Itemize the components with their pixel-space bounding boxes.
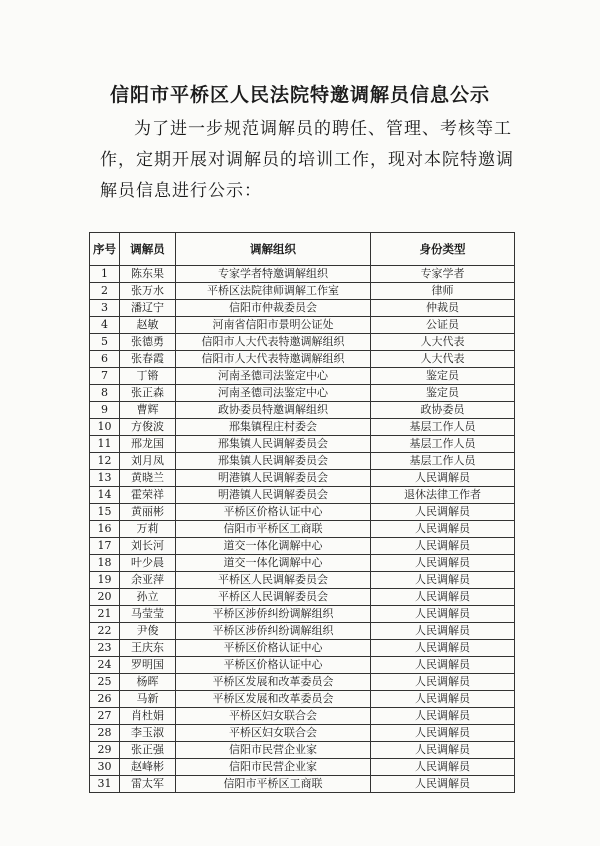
row-seq: 31 [90, 776, 120, 793]
table-row [90, 674, 515, 691]
row-organization: 平桥区人民调解委员会 [176, 572, 371, 589]
table-row [90, 436, 515, 453]
table-row [90, 691, 515, 708]
row-identity-type: 律师 [371, 283, 515, 300]
row-organization: 明港镇人民调解委员会 [176, 487, 371, 504]
row-identity-type: 退休法律工作者 [371, 487, 515, 504]
row-seq: 1 [90, 266, 120, 283]
row-organization: 平桥区妇女联合会 [176, 725, 371, 742]
table-row [90, 453, 515, 470]
row-identity-type: 人民调解员 [371, 657, 515, 674]
row-mediator: 马新 [120, 691, 176, 708]
row-seq: 10 [90, 419, 120, 436]
row-organization: 平桥区价格认证中心 [176, 504, 371, 521]
page-title: 信阳市平桥区人民法院特邀调解员信息公示 [109, 84, 490, 106]
row-seq: 28 [90, 725, 120, 742]
row-organization: 平桥区涉侨纠纷调解组织 [176, 606, 371, 623]
row-organization: 平桥区人民调解委员会 [176, 589, 371, 606]
row-seq: 27 [90, 708, 120, 725]
row-identity-type: 公证员 [371, 317, 515, 334]
row-mediator: 刘月凤 [120, 453, 176, 470]
row-seq: 12 [90, 453, 120, 470]
row-identity-type: 基层工作人员 [371, 419, 515, 436]
table-row [90, 657, 515, 674]
row-identity-type: 人民调解员 [371, 691, 515, 708]
row-mediator: 罗明国 [120, 657, 176, 674]
row-mediator: 张春霞 [120, 351, 176, 368]
row-seq: 17 [90, 538, 120, 555]
row-identity-type: 人民调解员 [371, 759, 515, 776]
row-seq: 16 [90, 521, 120, 538]
row-organization: 河南圣德司法鉴定中心 [176, 385, 371, 402]
table-row [90, 402, 515, 419]
row-organization: 邢集镇人民调解委员会 [176, 436, 371, 453]
row-identity-type: 人民调解员 [371, 504, 515, 521]
row-seq: 13 [90, 470, 120, 487]
row-identity-type: 人民调解员 [371, 776, 515, 793]
row-seq: 21 [90, 606, 120, 623]
header-seq: 序号 [90, 233, 120, 266]
table-row [90, 572, 515, 589]
header-organization: 调解组织 [176, 233, 371, 266]
table-row [90, 538, 515, 555]
row-seq: 24 [90, 657, 120, 674]
row-identity-type: 人民调解员 [371, 521, 515, 538]
row-identity-type: 人大代表 [371, 334, 515, 351]
row-mediator: 刘长河 [120, 538, 176, 555]
table-header-row [90, 233, 515, 266]
mediator-table [89, 232, 515, 793]
header-mediator: 调解员 [120, 233, 176, 266]
row-identity-type: 人民调解员 [371, 742, 515, 759]
row-seq: 25 [90, 674, 120, 691]
row-mediator: 张正森 [120, 385, 176, 402]
row-mediator: 李玉淑 [120, 725, 176, 742]
row-organization: 信阳市人大代表特邀调解组织 [176, 351, 371, 368]
row-identity-type: 人民调解员 [371, 725, 515, 742]
row-seq: 9 [90, 402, 120, 419]
row-seq: 3 [90, 300, 120, 317]
row-organization: 信阳市仲裁委员会 [176, 300, 371, 317]
row-mediator: 赵敏 [120, 317, 176, 334]
row-mediator: 陈东果 [120, 266, 176, 283]
table-row [90, 487, 515, 504]
row-identity-type: 鉴定员 [371, 368, 515, 385]
row-identity-type: 人民调解员 [371, 589, 515, 606]
table-row [90, 776, 515, 793]
row-mediator: 方俊波 [120, 419, 176, 436]
row-mediator: 张德勇 [120, 334, 176, 351]
table-row [90, 317, 515, 334]
row-mediator: 肖杜娟 [120, 708, 176, 725]
row-seq: 15 [90, 504, 120, 521]
row-identity-type: 人民调解员 [371, 572, 515, 589]
row-mediator: 杨晖 [120, 674, 176, 691]
row-organization: 政协委员特邀调解组织 [176, 402, 371, 419]
row-organization: 平桥区价格认证中心 [176, 640, 371, 657]
row-mediator: 张正强 [120, 742, 176, 759]
row-identity-type: 政协委员 [371, 402, 515, 419]
row-mediator: 张万水 [120, 283, 176, 300]
row-seq: 22 [90, 623, 120, 640]
row-organization: 平桥区妇女联合会 [176, 708, 371, 725]
row-mediator: 叶少晨 [120, 555, 176, 572]
row-seq: 2 [90, 283, 120, 300]
row-identity-type: 人民调解员 [371, 470, 515, 487]
table-row [90, 521, 515, 538]
table-row [90, 283, 515, 300]
row-organization: 平桥区价格认证中心 [176, 657, 371, 674]
row-organization: 邢集镇人民调解委员会 [176, 453, 371, 470]
row-organization: 信阳市民营企业家 [176, 759, 371, 776]
row-seq: 4 [90, 317, 120, 334]
table-row [90, 385, 515, 402]
table-row [90, 555, 515, 572]
row-seq: 18 [90, 555, 120, 572]
row-organization: 道交一体化调解中心 [176, 555, 371, 572]
row-mediator: 尹俊 [120, 623, 176, 640]
table-row [90, 640, 515, 657]
row-organization: 平桥区涉侨纠纷调解组织 [176, 623, 371, 640]
row-mediator: 王庆东 [120, 640, 176, 657]
row-organization: 信阳市平桥区工商联 [176, 776, 371, 793]
table-row [90, 708, 515, 725]
row-organization: 信阳市人大代表特邀调解组织 [176, 334, 371, 351]
row-identity-type: 人大代表 [371, 351, 515, 368]
row-mediator: 黄晓兰 [120, 470, 176, 487]
row-mediator: 雷太军 [120, 776, 176, 793]
table-row [90, 300, 515, 317]
table-row [90, 419, 515, 436]
row-identity-type: 人民调解员 [371, 708, 515, 725]
row-mediator: 潘辽宁 [120, 300, 176, 317]
row-seq: 30 [90, 759, 120, 776]
row-identity-type: 鉴定员 [371, 385, 515, 402]
table-row [90, 334, 515, 351]
row-identity-type: 人民调解员 [371, 674, 515, 691]
row-identity-type: 基层工作人员 [371, 436, 515, 453]
row-mediator: 万莉 [120, 521, 176, 538]
table-row [90, 606, 515, 623]
row-organization: 河南圣德司法鉴定中心 [176, 368, 371, 385]
row-seq: 6 [90, 351, 120, 368]
row-seq: 29 [90, 742, 120, 759]
row-organization: 平桥区发展和改革委员会 [176, 691, 371, 708]
row-mediator: 黄丽彬 [120, 504, 176, 521]
row-organization: 信阳市平桥区工商联 [176, 521, 371, 538]
row-organization: 专家学者特邀调解组织 [176, 266, 371, 283]
table-row [90, 742, 515, 759]
row-seq: 5 [90, 334, 120, 351]
row-organization: 河南省信阳市景明公证处 [176, 317, 371, 334]
row-organization: 信阳市民营企业家 [176, 742, 371, 759]
row-identity-type: 人民调解员 [371, 640, 515, 657]
table-row [90, 470, 515, 487]
row-seq: 23 [90, 640, 120, 657]
table-row [90, 504, 515, 521]
row-mediator: 马莹莹 [120, 606, 176, 623]
row-organization: 邢集镇程庄村委会 [176, 419, 371, 436]
table-row [90, 623, 515, 640]
row-seq: 26 [90, 691, 120, 708]
row-identity-type: 人民调解员 [371, 538, 515, 555]
table-row [90, 725, 515, 742]
row-seq: 7 [90, 368, 120, 385]
row-identity-type: 专家学者 [371, 266, 515, 283]
row-identity-type: 人民调解员 [371, 555, 515, 572]
row-mediator: 赵峰彬 [120, 759, 176, 776]
table-row [90, 266, 515, 283]
row-identity-type: 人民调解员 [371, 623, 515, 640]
table-row [90, 351, 515, 368]
row-seq: 8 [90, 385, 120, 402]
row-mediator: 孙立 [120, 589, 176, 606]
row-organization: 平桥区法院律师调解工作室 [176, 283, 371, 300]
row-seq: 11 [90, 436, 120, 453]
row-seq: 19 [90, 572, 120, 589]
row-seq: 20 [90, 589, 120, 606]
row-identity-type: 人民调解员 [371, 606, 515, 623]
row-organization: 道交一体化调解中心 [176, 538, 371, 555]
intro-paragraph: 为了进一步规范调解员的聘任、管理、考核等工作，定期开展对调解员的培训工作，现对本院特邀调解员信息进行公示： [100, 119, 514, 201]
row-identity-type: 仲裁员 [371, 300, 515, 317]
row-mediator: 曹辉 [120, 402, 176, 419]
header-identity-type: 身份类型 [371, 233, 515, 266]
row-mediator: 余亚萍 [120, 572, 176, 589]
row-organization: 明港镇人民调解委员会 [176, 470, 371, 487]
row-organization: 平桥区发展和改革委员会 [176, 674, 371, 691]
row-mediator: 丁锵 [120, 368, 176, 385]
row-mediator: 霍荣祥 [120, 487, 176, 504]
table-row [90, 368, 515, 385]
table-row [90, 589, 515, 606]
row-mediator: 邢龙国 [120, 436, 176, 453]
row-seq: 14 [90, 487, 120, 504]
table-row [90, 759, 515, 776]
row-identity-type: 基层工作人员 [371, 453, 515, 470]
